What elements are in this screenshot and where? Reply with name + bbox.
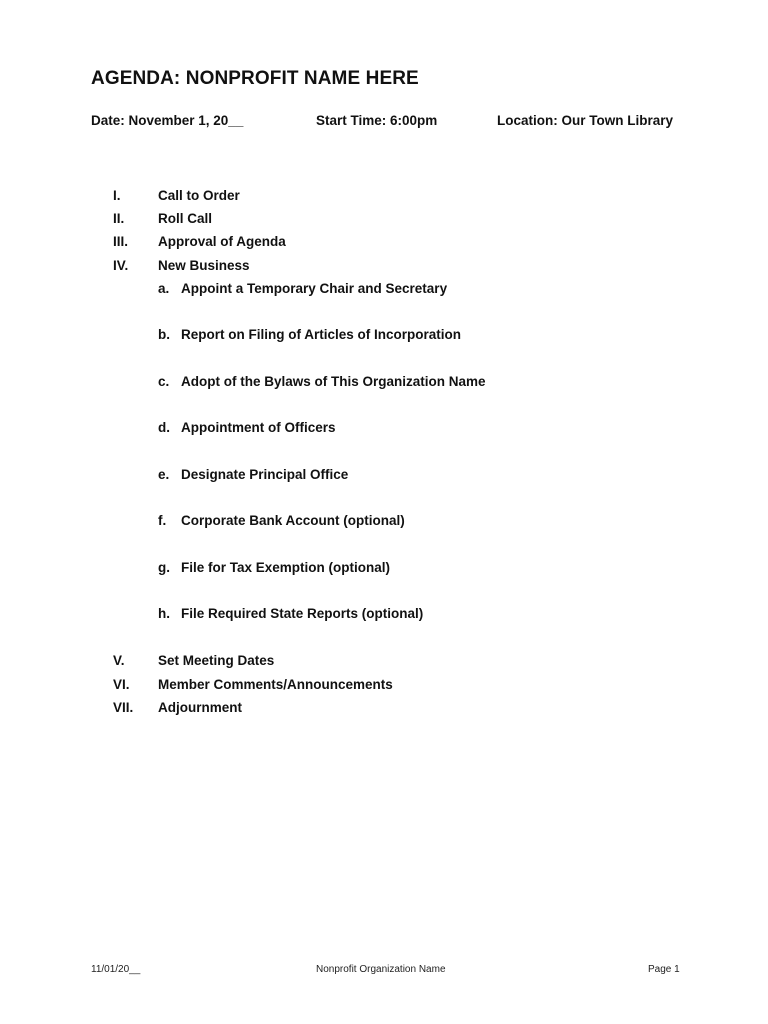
agenda-item-number: II. bbox=[113, 211, 125, 226]
agenda-item-call-to-order bbox=[0, 188, 768, 208]
agenda-item-label: Approval of Agenda bbox=[158, 234, 286, 249]
subitem-letter: b. bbox=[158, 327, 170, 342]
agenda-item-label: Roll Call bbox=[158, 211, 213, 226]
agenda-item-roll-call bbox=[0, 211, 768, 231]
subitem-label: File Required State Reports (optional) bbox=[181, 606, 424, 621]
meeting-details bbox=[0, 113, 768, 133]
subitem-tax-exemption bbox=[0, 560, 768, 580]
subitem-appointment-of-officers bbox=[0, 420, 768, 440]
agenda-item-number: I. bbox=[113, 188, 121, 203]
subitem-letter: c. bbox=[158, 374, 170, 389]
agenda-item-member-comments bbox=[0, 677, 768, 697]
subitem-letter: a. bbox=[158, 281, 170, 296]
agenda-item-number: V. bbox=[113, 653, 125, 668]
agenda-item-number: III. bbox=[113, 234, 129, 249]
page-title: AGENDA: NONPROFIT NAME HERE bbox=[91, 68, 419, 89]
footer-organization-name: Nonprofit Organization Name bbox=[316, 964, 446, 975]
footer-date: 11/01/20__ bbox=[91, 964, 141, 975]
page-footer bbox=[0, 964, 768, 980]
subitem-label: Appoint a Temporary Chair and Secretary bbox=[181, 281, 448, 296]
subitem-label: File for Tax Exemption (optional) bbox=[181, 560, 391, 575]
subitem-letter: f. bbox=[158, 513, 167, 528]
agenda-item-label: Adjournment bbox=[158, 700, 242, 715]
subitem-label: Adopt of the Bylaws of This Organization Name bbox=[181, 374, 486, 389]
agenda-item-adjournment bbox=[0, 700, 768, 720]
subitem-letter: d. bbox=[158, 420, 170, 435]
agenda-item-meeting-dates bbox=[0, 653, 768, 673]
subitem-bank-account bbox=[0, 513, 768, 533]
subitem-state-reports bbox=[0, 606, 768, 626]
agenda-item-label: New Business bbox=[158, 258, 250, 273]
subitem-label: Corporate Bank Account (optional) bbox=[181, 513, 405, 528]
meeting-start-time: Start Time: 6:00pm bbox=[316, 113, 438, 128]
subitem-label: Designate Principal Office bbox=[181, 467, 349, 482]
subitem-articles-of-incorporation bbox=[0, 327, 768, 347]
subitem-letter: h. bbox=[158, 606, 170, 621]
agenda-item-label: Member Comments/Announcements bbox=[158, 677, 393, 692]
subitem-letter: e. bbox=[158, 467, 170, 482]
agenda-item-number: VII. bbox=[113, 700, 134, 715]
subitem-temporary-chair bbox=[0, 281, 768, 301]
subitem-letter: g. bbox=[158, 560, 170, 575]
agenda-item-number: VI. bbox=[113, 677, 130, 692]
agenda-item-number: IV. bbox=[113, 258, 129, 273]
subitem-label: Report on Filing of Articles of Incorporation bbox=[181, 327, 461, 342]
subitem-label: Appointment of Officers bbox=[181, 420, 336, 435]
meeting-date: Date: November 1, 20__ bbox=[91, 113, 244, 128]
agenda-item-label: Set Meeting Dates bbox=[158, 653, 275, 668]
meeting-location: Location: Our Town Library bbox=[497, 113, 674, 128]
agenda-item-label: Call to Order bbox=[158, 188, 240, 203]
agenda-item-approval-of-agenda bbox=[0, 234, 768, 254]
subitem-bylaws bbox=[0, 374, 768, 394]
agenda-item-new-business bbox=[0, 258, 768, 278]
footer-page-number: Page 1 bbox=[648, 964, 680, 975]
subitem-principal-office bbox=[0, 467, 768, 487]
